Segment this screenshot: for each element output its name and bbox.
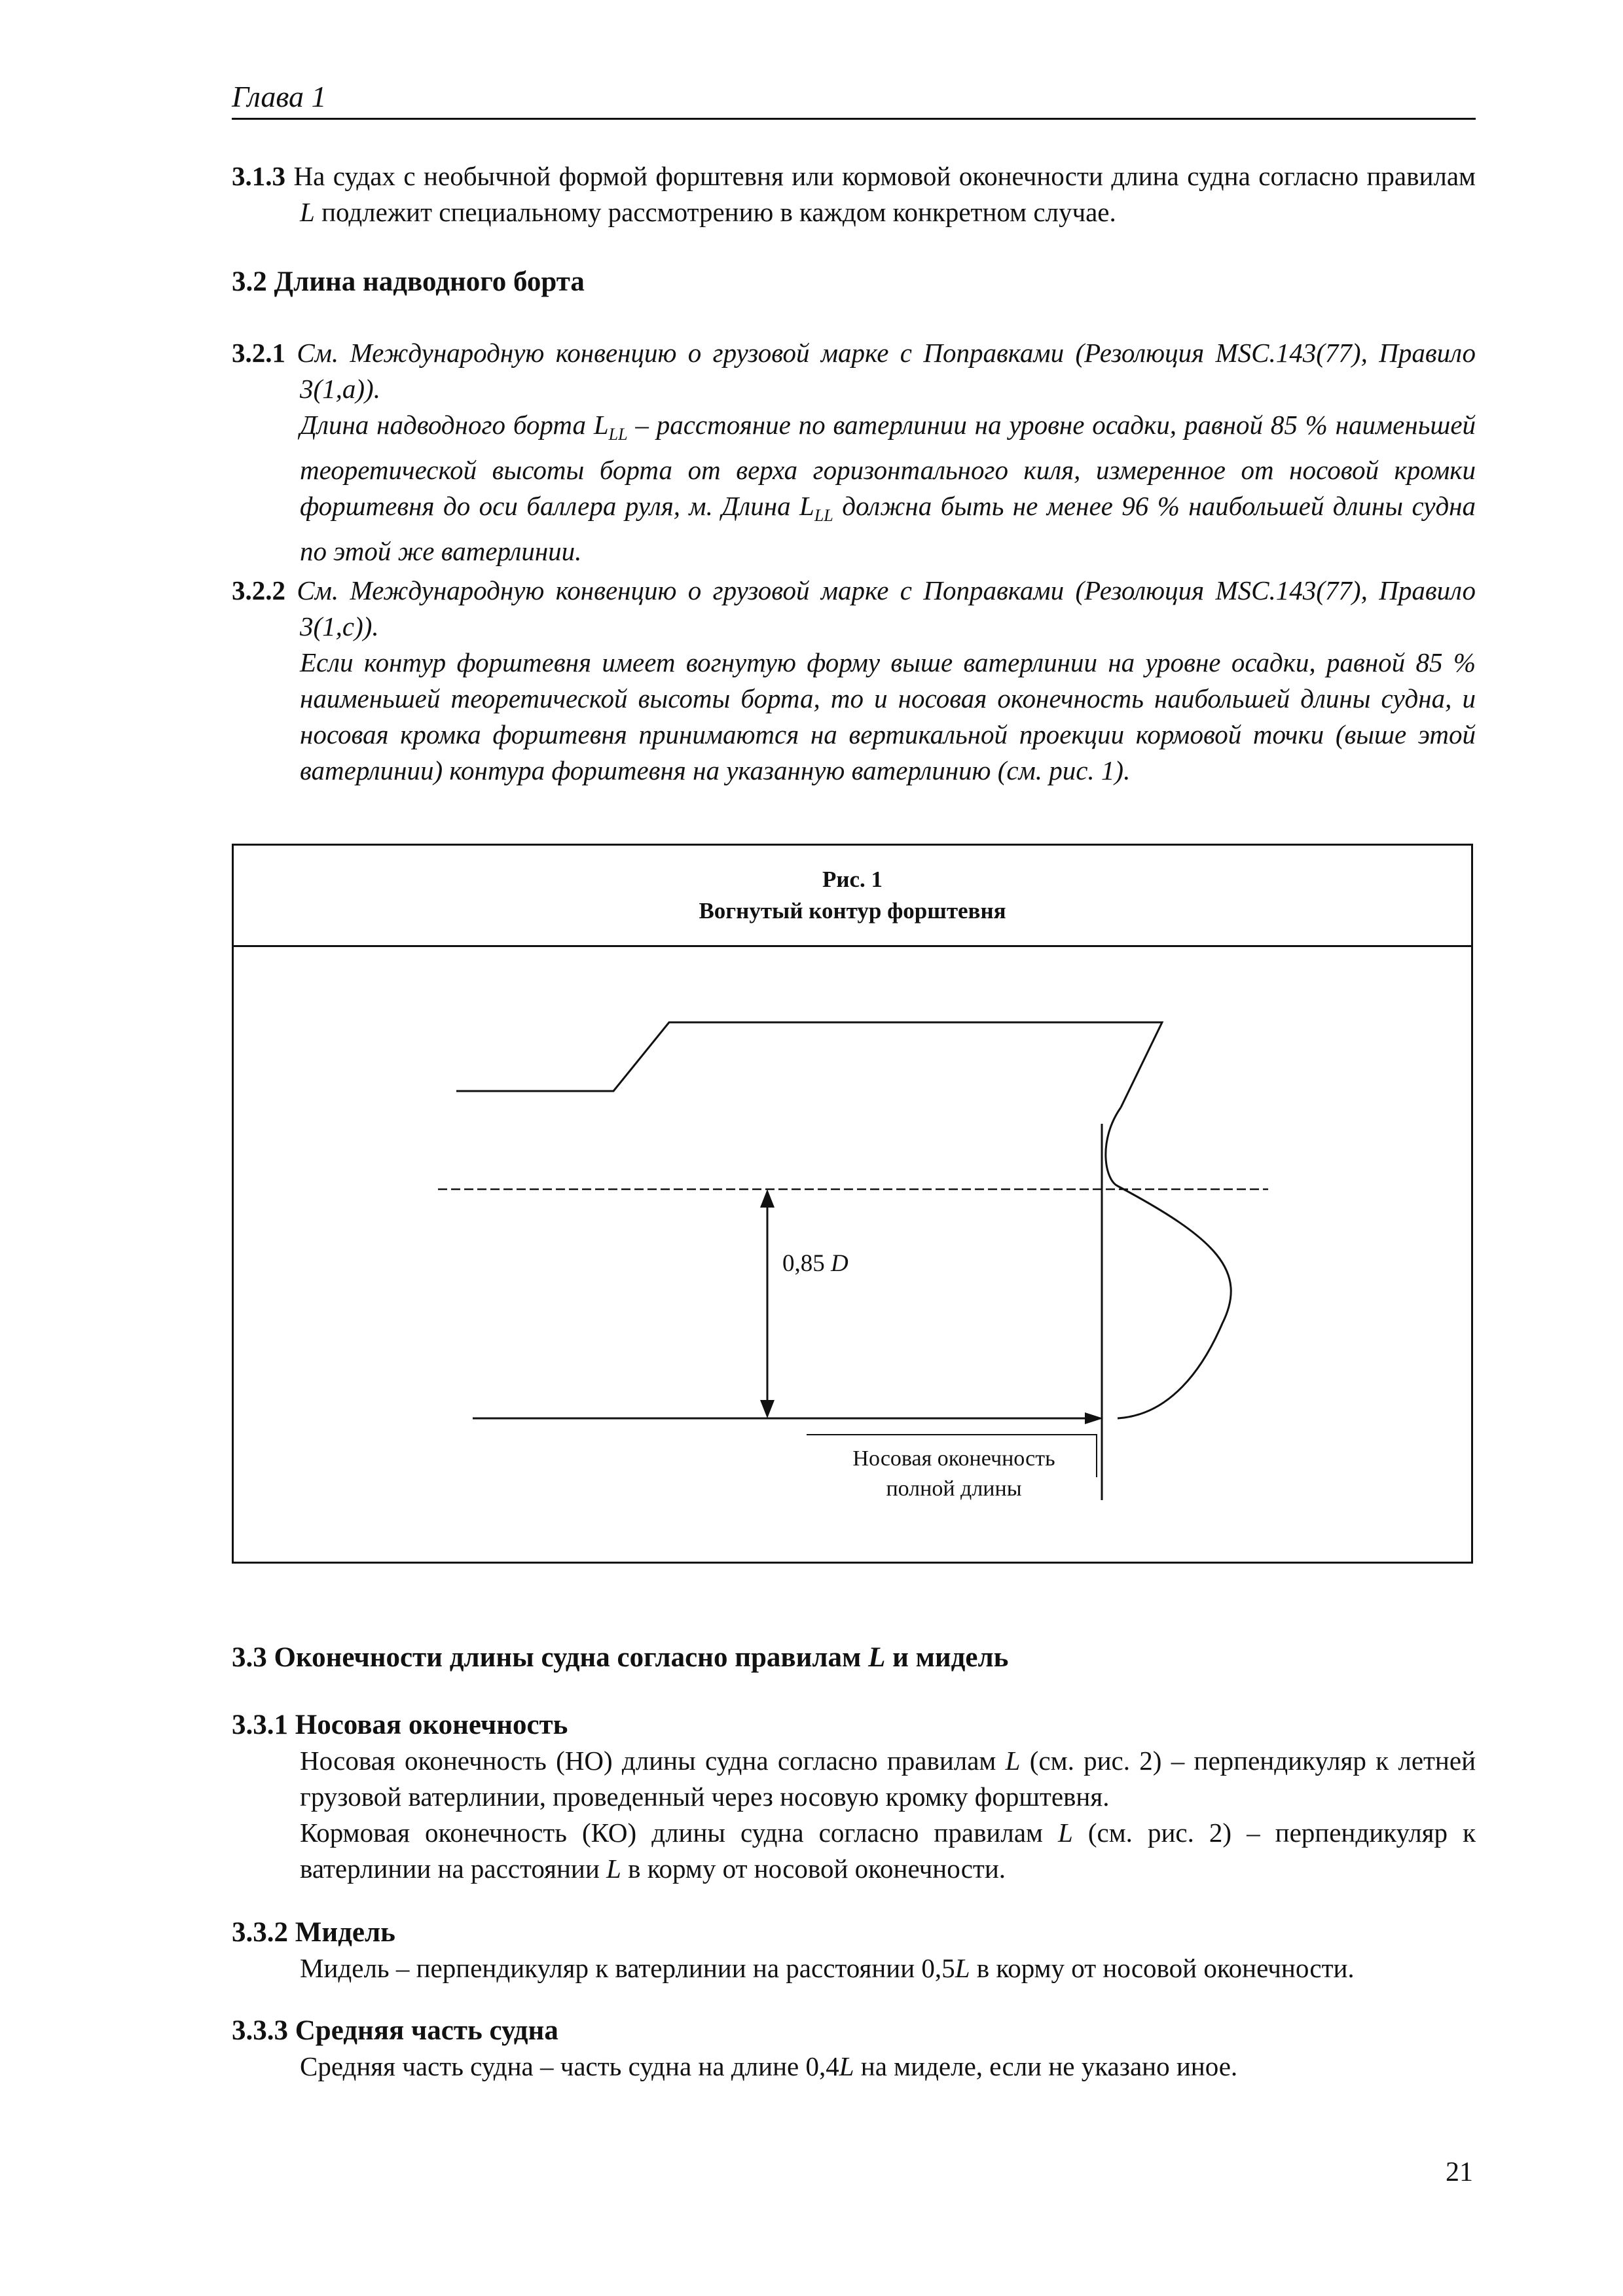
- chapter-title: Глава 1: [232, 80, 327, 113]
- reference-3-2-2: 3.2.2 См. Международную конвенцию о грузовой марке с Поправками (Резолюция MSC.143(77), Правило 3(1,c)).: [232, 575, 1476, 641]
- paragraph-3-3-2: Мидель – перпендикуляр к ватерлинии на расстоянии 0,5L в корму от носовой оконечности.: [300, 1953, 1355, 1983]
- baseline-arrowhead: [1085, 1412, 1103, 1424]
- section-3-2-1: [232, 335, 1476, 569]
- reference-3-2-1: 3.2.1 См. Международную конвенцию о грузовой марке с Поправками (Резолюция MSC.143(77), Правило 3(1,a)).: [232, 338, 1476, 404]
- bow-label-line1: Носовая оконечность: [852, 1446, 1055, 1471]
- section-heading: 3.2 Длина надводного борта: [232, 266, 585, 297]
- paragraph-3-2-1: Длина надводного борта $L_{LL}$ – расстояние по ватерлинии на уровне осадки, равной 85 % наименьшей теоретической высоты борта от верха горизонтального киля, измеренное от носовой кромки форштевня до оси баллера руля, м. Длина $L_{LL}$ должна быть не менее 96 % наибольшей длины судна по этой же ватерлинии.: [300, 410, 1476, 567]
- deck-line: [456, 1022, 1162, 1107]
- section-number: 3.2.2: [232, 575, 285, 605]
- figure-title: Вогнутый контур форштевня: [699, 898, 1006, 924]
- section-number: 3.1.3: [232, 161, 285, 191]
- subsection-heading: 3.3.2 Мидель: [232, 1917, 395, 1948]
- section-3-3-3: [232, 2013, 1476, 2085]
- section-3-3-2: [232, 1914, 1476, 1986]
- paragraph-3-3-3: Средняя часть судна – часть судна на длине 0,4L на миделе, если не указано иное.: [300, 2051, 1238, 2081]
- section-3-1-3: [232, 158, 1476, 230]
- subsection-heading: 3.3.1 Носовая оконечность: [232, 1710, 568, 1740]
- section-number: 3.2.1: [232, 338, 285, 368]
- page-number: 21: [1446, 2157, 1473, 2187]
- paragraph-3-3-1-b: Кормовая оконечность (КО) длины судна согласно правилам L (см. рис. 2) – перпендикуляр к ватерлинии на расстоянии L в корму от носовой оконечности.: [300, 1818, 1476, 1884]
- stem-contour: [1106, 1107, 1231, 1418]
- running-header: [232, 77, 1476, 120]
- section-3-3: [232, 1640, 1476, 1676]
- bow-label-line2: полной длины: [886, 1477, 1022, 1501]
- section-3-2-2: [232, 573, 1476, 789]
- paragraph-3-3-1-a: Носовая оконечность (НО) длины судна согласно правилам L (см. рис. 2) – перпендикуляр к летней грузовой ватерлинии, проведенный через носовую кромку форштевня.: [300, 1746, 1476, 1812]
- figure-1: [232, 844, 1473, 1564]
- paragraph-3-1-3: 3.1.3 На судах с необычной формой форштевня или кормовой оконечности длина судна согласно правилам L подлежит специальному рассмотрению в каждом конкретном случае.: [232, 161, 1476, 227]
- paragraph-3-2-2: Если контур форштевня имеет вогнутую форму выше ватерлинии на уровне осадки, равной 85 % наименьшей теоретической высоты борта, то и носовая оконечность наибольшей длины судна, и носовая кромка форштевня принимаются на вертикальной проекции кормовой точки (выше этой ватерлинии) контура форштевня на указанную ватерлинию (см. рис. 1).: [300, 647, 1476, 785]
- figure-number: Рис. 1: [822, 867, 883, 892]
- bow-contour-diagram: [234, 846, 1475, 1566]
- section-3-3-1: [232, 1707, 1476, 1887]
- subsection-heading: 3.3.3 Средняя часть судна: [232, 2015, 558, 2046]
- dimension-arrow-top: [760, 1189, 775, 1208]
- section-3-2: [232, 264, 1476, 300]
- dimension-arrow-bottom: [760, 1400, 775, 1418]
- section-heading: 3.3 Оконечности длины судна согласно правилам L и мидель: [232, 1642, 1009, 1673]
- dimension-label: 0,85 D: [782, 1250, 848, 1277]
